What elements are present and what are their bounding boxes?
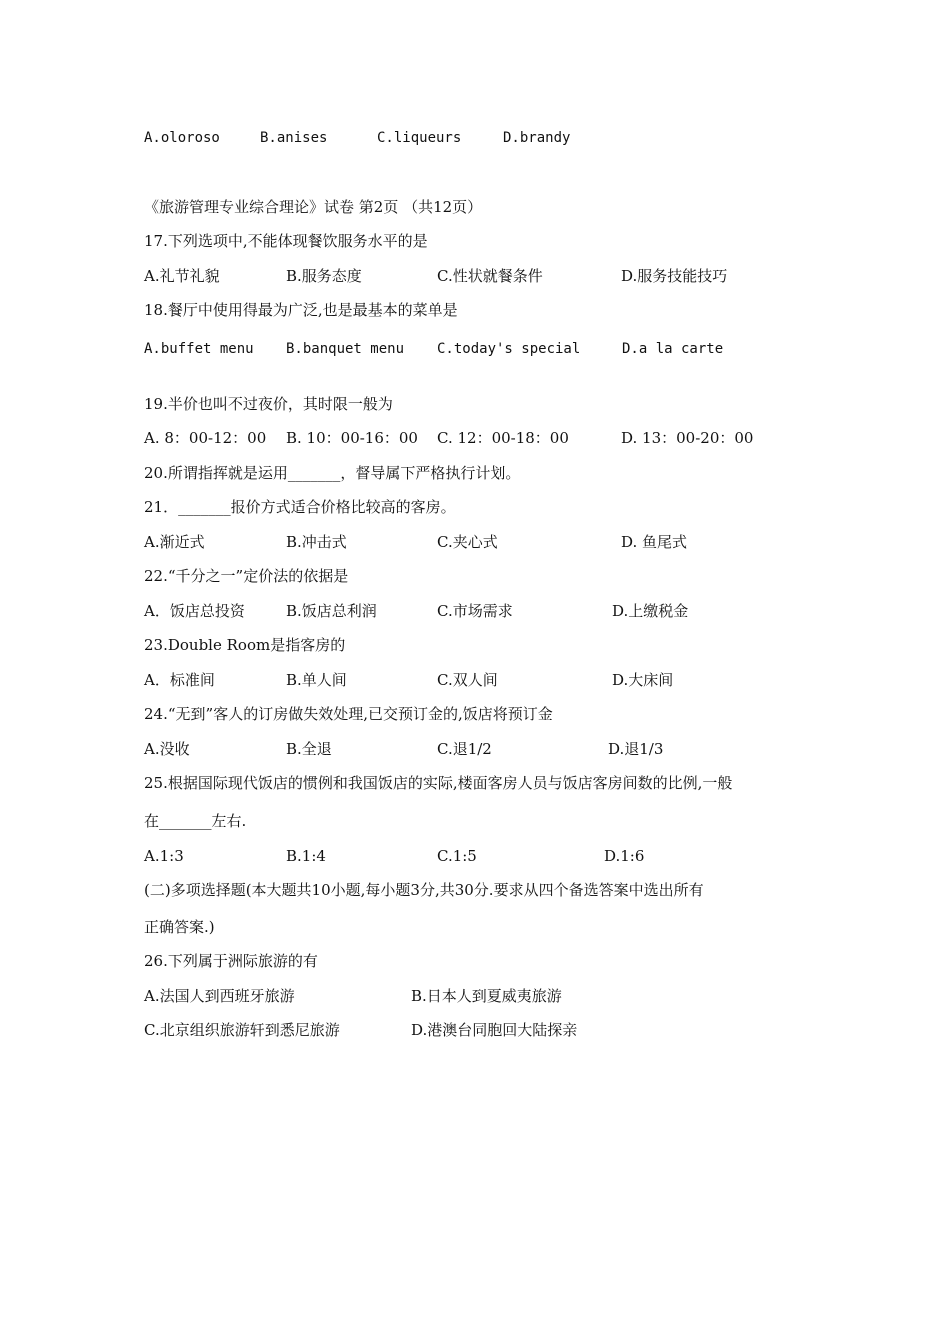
q26-option-c: C.北京组织旅游轩到悉尼旅游: [144, 1021, 340, 1039]
q23-option-a: A．标准间: [144, 671, 215, 689]
q22-option-d: D.上缴税金: [612, 602, 689, 620]
question-stem-25: 25.根据国际现代饭店的惯例和我国饭店的实际,楼面客房人员与饭店客房间数的比例,一般: [144, 774, 733, 792]
q26-option-d: D.港澳台同胞回大陆探亲: [411, 1021, 578, 1039]
question-stem-19: 19.半价也叫不过夜价，其时限一般为: [144, 395, 393, 413]
q25-option-d: D.1:6: [604, 847, 645, 865]
q23-option-b: B.单人间: [286, 671, 347, 689]
q26-option-b: B.日本人到夏威夷旅游: [411, 987, 562, 1005]
q21-option-c: C.夹心式: [437, 533, 498, 551]
q18-option-c: C.today's special: [437, 341, 581, 357]
q16-option-b: B.anises: [260, 130, 328, 146]
section-heading-line1: (二)多项选择题(本大题共10小题,每小题3分,共30分.要求从四个备选答案中选出所有: [144, 881, 704, 899]
question-stem-23: 23.Double Room是指客房的: [144, 636, 346, 654]
section-heading-line2: 正确答案.): [144, 918, 215, 936]
question-stem-21: 21．_______报价方式适合价格比较高的客房。: [144, 498, 456, 516]
q22-option-b: B.饭店总利润: [286, 602, 377, 620]
q25-option-c: C.1:5: [437, 847, 477, 865]
q24-option-a: A.没收: [144, 740, 190, 758]
q17-option-d: D.服务技能技巧: [621, 267, 728, 285]
q19-option-d: D. 13：00-20：00: [621, 429, 754, 447]
q21-option-b: B.冲击式: [286, 533, 347, 551]
q18-option-d: D.a la carte: [622, 341, 724, 357]
question-stem-17: 17.下列选项中,不能体现餐饮服务水平的是: [144, 232, 428, 250]
q22-option-a: A．饭店总投资: [144, 602, 245, 620]
q25-option-a: A.1:3: [144, 847, 184, 865]
question-stem-24: 24.“无到”客人的订房做失效处理,已交预订金的,饭店将预订金: [144, 705, 553, 723]
q22-option-c: C.市场需求: [437, 602, 513, 620]
question-stem-25-cont: 在_______左右.: [144, 812, 247, 830]
q17-option-c: C.性状就餐条件: [437, 267, 543, 285]
q23-option-d: D.大床间: [612, 671, 674, 689]
q16-option-d: D.brandy: [503, 130, 571, 146]
q19-option-a: A. 8：00-12：00: [144, 429, 267, 447]
q19-option-b: B. 10：00-16：00: [286, 429, 418, 447]
q17-option-b: B.服务态度: [286, 267, 362, 285]
q24-option-d: D.退1/3: [608, 740, 664, 758]
q21-option-d: D. 鱼尾式: [621, 533, 688, 551]
q16-option-a: A.oloroso: [144, 130, 220, 146]
q26-option-a: A.法国人到西班牙旅游: [144, 987, 295, 1005]
q21-option-a: A.渐近式: [144, 533, 205, 551]
question-stem-18: 18.餐厅中使用得最为广泛,也是最基本的菜单是: [144, 301, 458, 319]
q19-option-c: C. 12：00-18：00: [437, 429, 569, 447]
q18-option-b: B.banquet menu: [286, 341, 405, 357]
q18-option-a: A.buffet menu: [144, 341, 254, 357]
q23-option-c: C.双人间: [437, 671, 498, 689]
q25-option-b: B.1:4: [286, 847, 326, 865]
q24-option-c: C.退1/2: [437, 740, 492, 758]
page-header: 《旅游管理专业综合理论》试卷 第2页 （共12页）: [144, 198, 483, 216]
q17-option-a: A.礼节礼貌: [144, 267, 220, 285]
question-stem-26: 26.下列属于洲际旅游的有: [144, 952, 318, 970]
q24-option-b: B.全退: [286, 740, 332, 758]
question-stem-20: 20.所谓指挥就是运用_______，督导属下严格执行计划。: [144, 464, 521, 482]
q16-option-c: C.liqueurs: [377, 130, 462, 146]
question-stem-22: 22.“千分之一”定价法的依据是: [144, 567, 349, 585]
